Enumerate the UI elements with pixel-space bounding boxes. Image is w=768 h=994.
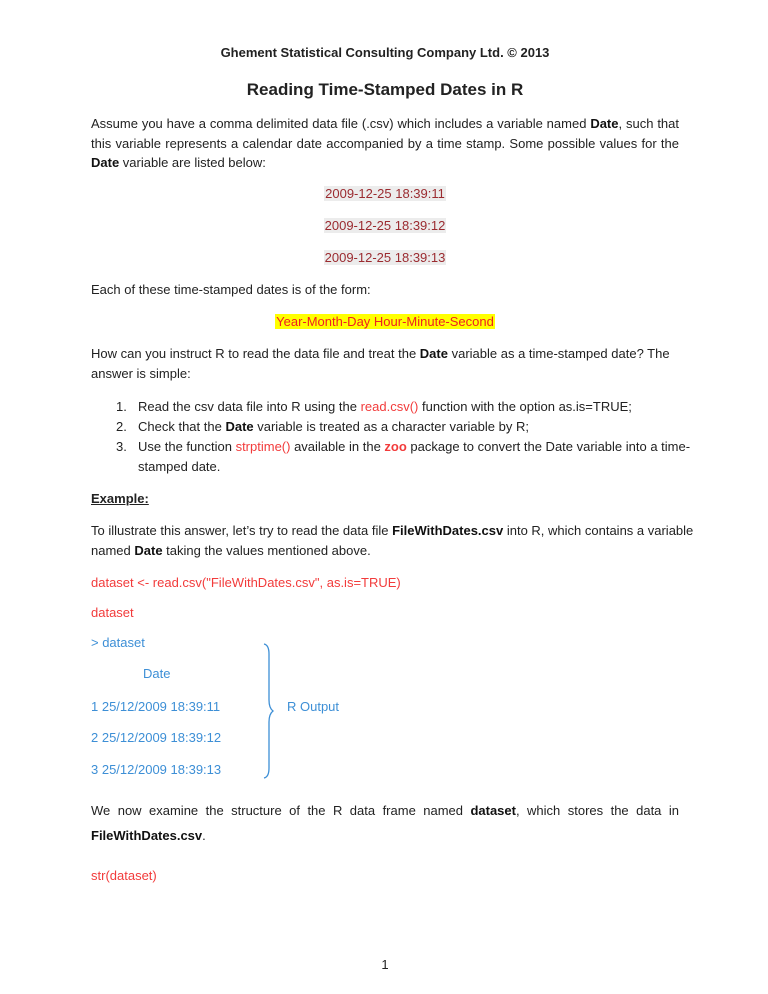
text: package to convert the Date variable into a time- — [406, 439, 691, 454]
output-row: 3 25/12/2009 18:39:13 — [91, 762, 222, 777]
text: variable are listed below: — [119, 155, 266, 170]
bold-text: FileWithDates.csv — [91, 828, 203, 843]
text: into R, which contains a variable — [503, 523, 694, 538]
page-title: Reading Time-Stamped Dates in R — [246, 80, 524, 99]
text: stamped date. — [138, 459, 221, 474]
output-row: 1 25/12/2009 18:39:11 — [91, 699, 221, 714]
text: variable as a time-stamped date? The — [447, 346, 670, 361]
code-read-csv: dataset <- read.csv("FileWithDates.csv", as.is=TRUE) — [91, 575, 401, 590]
brace-icon — [258, 642, 278, 782]
output-label: R Output — [287, 699, 340, 714]
page-number: 1 — [381, 957, 389, 972]
function-name: strptime() — [235, 439, 291, 454]
text: taking the values mentioned above. — [162, 543, 371, 558]
bold-text: Date — [134, 543, 163, 558]
text: Use the function — [138, 439, 236, 454]
bold-text: FileWithDates.csv — [392, 523, 504, 538]
text: Assume you have a comma delimited data file (.csv) which includes a variable named — [91, 116, 591, 131]
example-heading: Example: — [91, 491, 149, 506]
text: named — [91, 543, 135, 558]
output-column-header: Date — [143, 666, 171, 681]
code-str: str(dataset) — [91, 868, 157, 883]
page-header: Ghement Statistical Consulting Company Ltd. © 2013 — [220, 45, 550, 60]
bold-text: Date — [225, 419, 254, 434]
list-item — [91, 437, 691, 457]
text: variable is treated as a character variable by R; — [253, 419, 529, 434]
form-text: Each of these time-stamped dates is of the form: — [91, 282, 371, 297]
bold-text: Date — [590, 116, 619, 131]
date-value: 2009-12-25 18:39:11 — [325, 186, 445, 201]
list-number: 2. — [116, 419, 127, 434]
bold-text: Date — [91, 155, 120, 170]
date-value: 2009-12-25 18:39:12 — [324, 218, 446, 233]
text: To illustrate this answer, let’s try to read the data file — [91, 523, 393, 538]
date-value: 2009-12-25 18:39:13 — [324, 250, 446, 265]
text: answer is simple: — [91, 366, 191, 381]
text: Check that the — [138, 419, 226, 434]
list-number: 3. — [116, 439, 127, 454]
output-row: 2 25/12/2009 18:39:12 — [91, 730, 222, 745]
list-number: 1. — [116, 399, 127, 414]
code-print-dataset: dataset — [91, 605, 134, 620]
text: , which stores the data in — [515, 803, 679, 818]
form-value-highlight: Year-Month-Day Hour-Minute-Second — [276, 314, 494, 329]
bold-text: Date — [419, 346, 448, 361]
bold-text: dataset — [470, 803, 516, 818]
text: this variable represents a calendar date accompanied by a time stamp. Some possible values for the — [91, 136, 679, 151]
function-name: read.csv() — [360, 399, 419, 414]
text: , such that — [618, 116, 679, 131]
text: . — [202, 828, 206, 843]
list-item — [91, 417, 679, 437]
list-item — [91, 397, 679, 417]
text: function with the option as.is=TRUE; — [418, 399, 632, 414]
text: available in the — [290, 439, 385, 454]
output-prompt: > dataset — [91, 635, 145, 650]
text: Read the csv data file into R using the — [138, 399, 361, 414]
text: We now examine the structure of the R data frame named — [91, 803, 471, 818]
text: How can you instruct R to read the data file and treat the — [91, 346, 420, 361]
package-name: zoo — [384, 439, 407, 454]
